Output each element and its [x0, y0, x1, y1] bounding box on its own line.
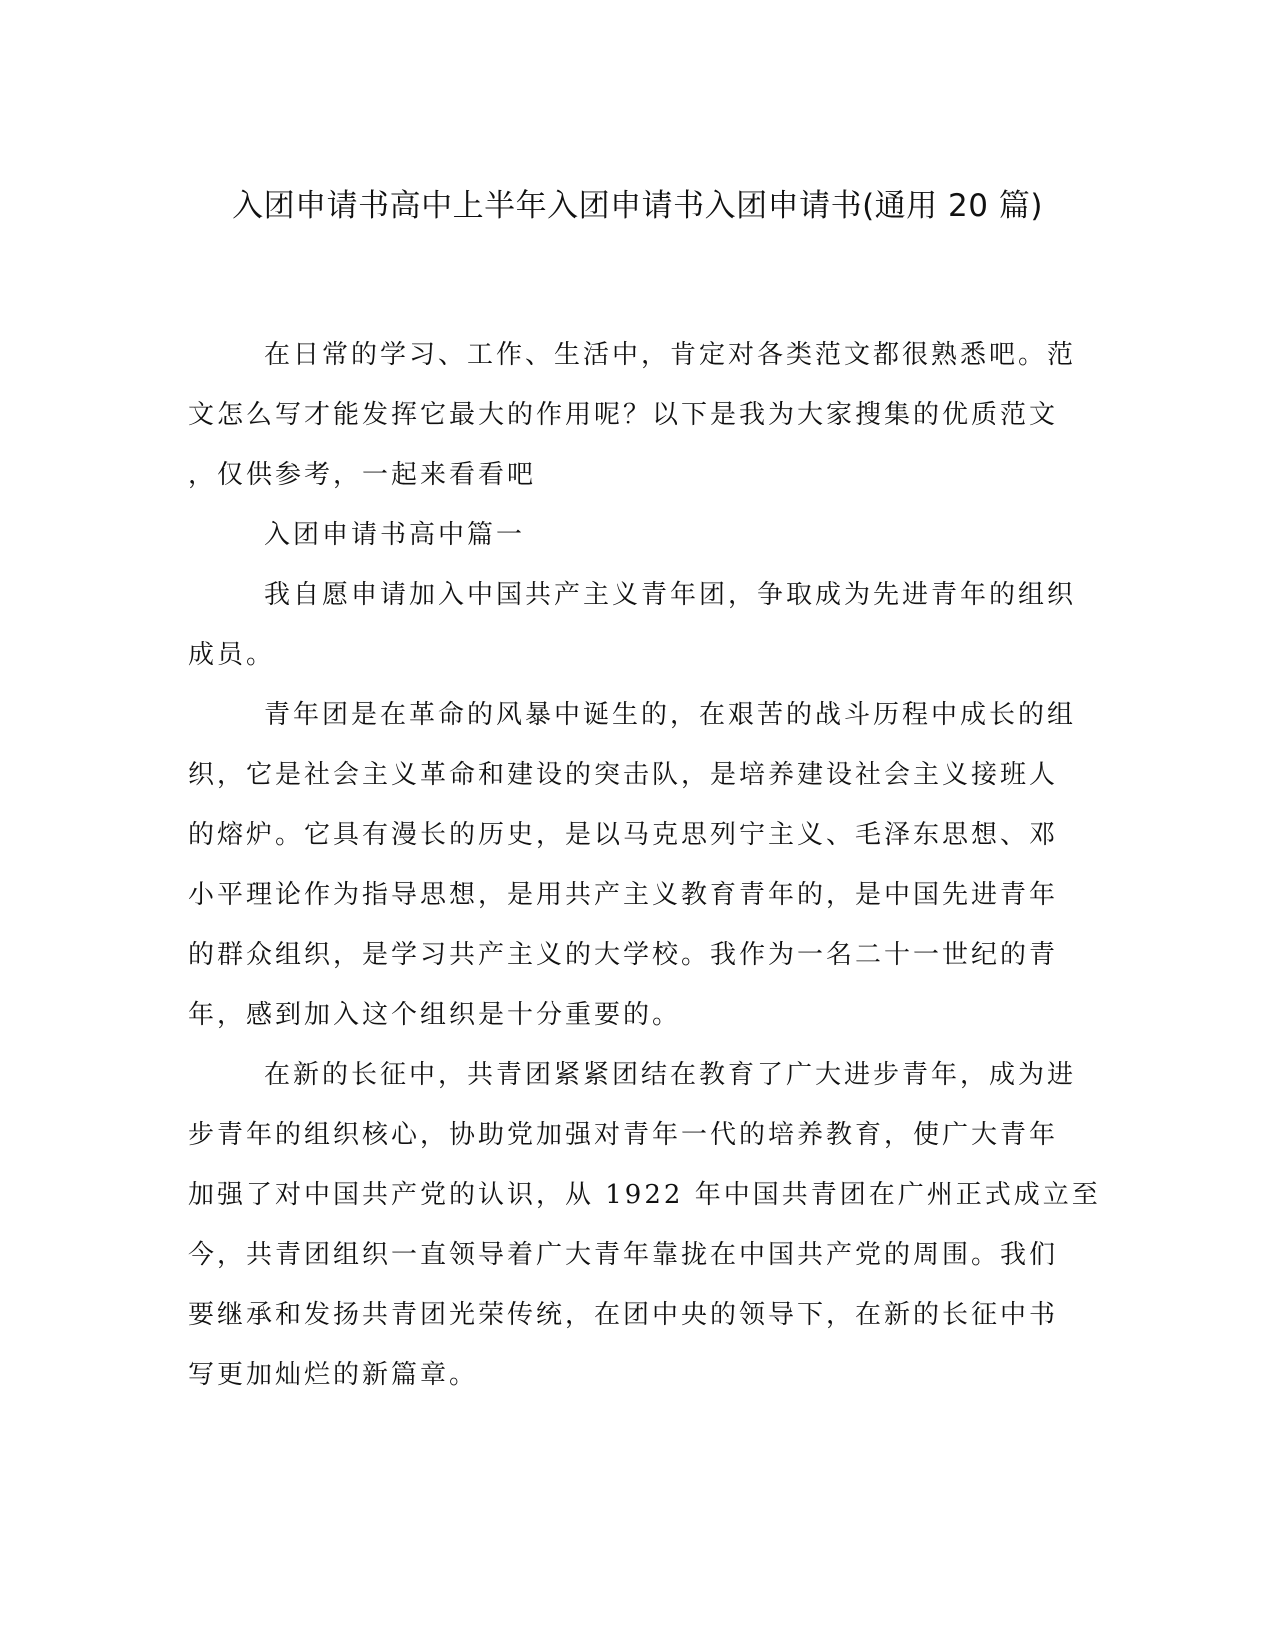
- paragraph-line: 成员。: [188, 640, 276, 670]
- paragraph-line: 今，共青团组织一直领导着广大青年靠拢在中国共产党的周围。我们: [188, 1240, 1059, 1270]
- body-paragraph: [188, 565, 1078, 685]
- section-heading-text: 入团申请书高中篇一: [264, 520, 526, 550]
- paragraph-line: 小平理论作为指导思想，是用共产主义教育青年的，是中国先进青年: [188, 880, 1059, 910]
- paragraph-line: 的群众组织，是学习共产主义的大学校。我作为一名二十一世纪的青: [188, 940, 1059, 970]
- paragraph-line: 加强了对中国共产党的认识，从 1922 年中国共青团在广州正式成立至: [188, 1180, 1101, 1210]
- paragraph-line: ，仅供参考，一起来看看吧: [188, 460, 537, 490]
- body-paragraph: [188, 1045, 1101, 1405]
- document-body: [188, 325, 1101, 1405]
- paragraph-line: 步青年的组织核心，协助党加强对青年一代的培养教育，使广大青年: [188, 1120, 1059, 1150]
- paragraph-line: 我自愿申请加入中国共产主义青年团，争取成为先进青年的组织: [264, 580, 1077, 610]
- body-paragraph: [188, 685, 1078, 1045]
- paragraph-line: 文怎么写才能发挥它最大的作用呢？以下是我为大家搜集的优质范文: [188, 400, 1059, 430]
- paragraph-line: 的熔炉。它具有漫长的历史，是以马克思列宁主义、毛泽东思想、邓: [188, 820, 1059, 850]
- paragraph-line: 年，感到加入这个组织是十分重要的。: [188, 1000, 682, 1030]
- paragraph-line: 织，它是社会主义革命和建设的突击队，是培养建设社会主义接班人: [188, 760, 1059, 790]
- paragraph-line: 写更加灿烂的新篇章。: [188, 1360, 479, 1390]
- document-title: 入团申请书高中上半年入团申请书入团申请书(通用 20 篇): [232, 188, 1043, 224]
- paragraph-line: 青年团是在革命的风暴中诞生的，在艰苦的战斗历程中成长的组: [264, 700, 1077, 730]
- intro-paragraph: [188, 325, 1078, 505]
- section-heading: [188, 505, 1078, 565]
- paragraph-line: 在新的长征中，共青团紧紧团结在教育了广大进步青年，成为进: [264, 1060, 1077, 1090]
- paragraph-line: 要继承和发扬共青团光荣传统，在团中央的领导下，在新的长征中书: [188, 1300, 1059, 1330]
- paragraph-line: 在日常的学习、工作、生活中，肯定对各类范文都很熟悉吧。范: [264, 340, 1077, 370]
